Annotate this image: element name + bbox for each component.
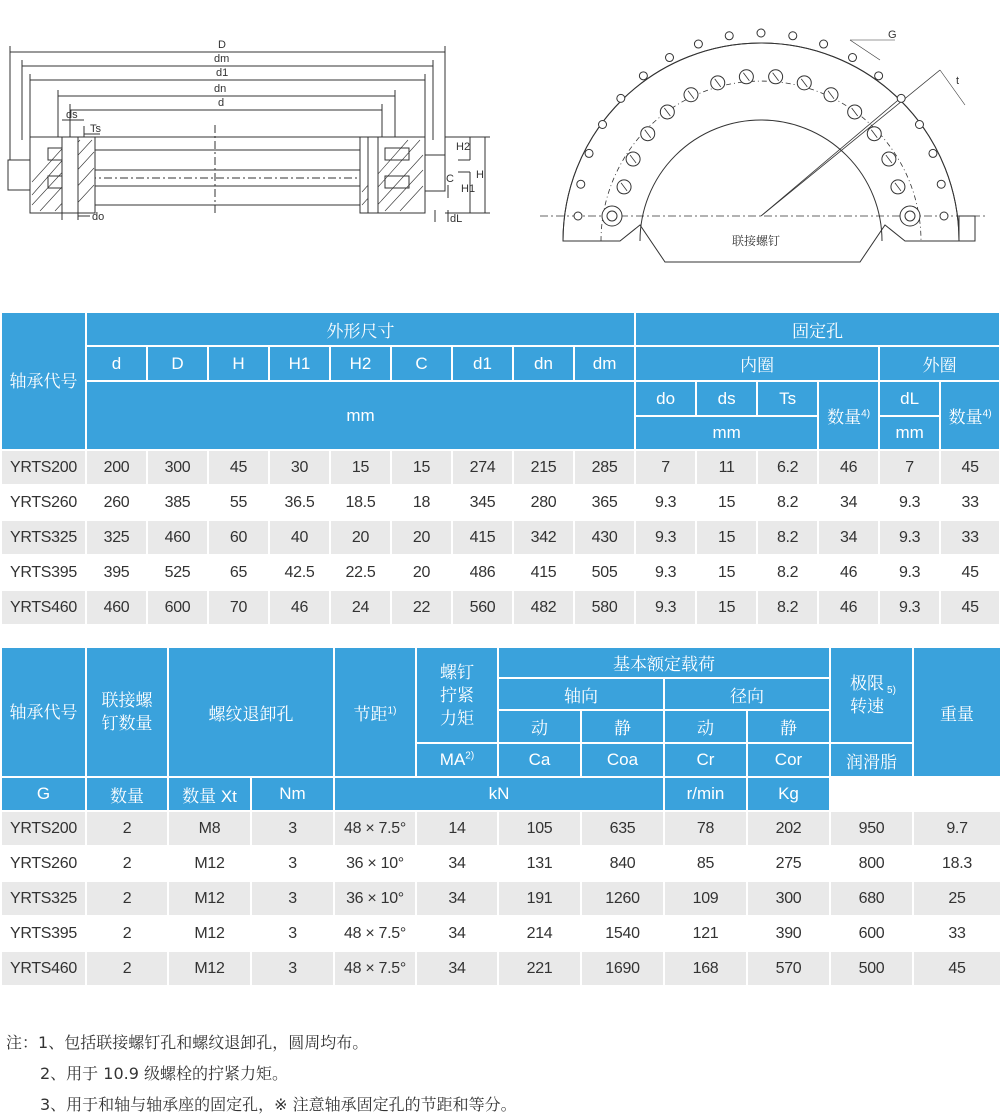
load-rating-table (0, 646, 1000, 987)
header-inner-ring: 内圈 (635, 346, 879, 381)
table-cell: 950 (830, 811, 913, 846)
header-dL: dL (879, 381, 940, 416)
outer-hole (897, 94, 905, 102)
header-ma: MA$^{2)}$ (416, 743, 498, 777)
table-cell: 635 (581, 811, 664, 846)
cell-model: YRTS260 (1, 485, 86, 520)
table-cell: 221 (498, 951, 581, 986)
table-cell: 570 (747, 951, 830, 986)
table-cell: 45 (940, 590, 1000, 625)
header-unit-nm: Nm (251, 777, 334, 811)
table-cell: 33 (913, 916, 1000, 951)
cell-model: YRTS395 (1, 555, 86, 590)
header-weight: 重量 (913, 647, 1000, 777)
table-cell: 275 (747, 846, 830, 881)
table-cell: 46 (818, 450, 879, 485)
outer-hole (639, 72, 647, 80)
header-grease: 润滑脂 (830, 743, 913, 777)
table-cell: 415 (452, 520, 513, 555)
table-cell: 1540 (581, 916, 664, 951)
table-cell: 14 (416, 811, 498, 846)
label-D: D (218, 39, 226, 51)
table-cell: 3 (251, 916, 334, 951)
table-cell: 48 × 7.5° (334, 951, 416, 986)
table-cell: M12 (168, 846, 251, 881)
table-cell: 15 (696, 555, 757, 590)
table-cell: 525 (147, 555, 208, 590)
table-cell: 34 (416, 951, 498, 986)
table-cell: 15 (696, 590, 757, 625)
table-cell: 202 (747, 811, 830, 846)
outer-hole (585, 149, 593, 157)
table-cell: 18.3 (913, 846, 1000, 881)
note-3: 3、用于和轴与轴承座的固定孔，※ 注意轴承固定孔的节距和等分。 (40, 1095, 517, 1114)
cell-model: YRTS325 (1, 520, 86, 555)
table-cell: 3 (251, 951, 334, 986)
header-d: d (86, 346, 147, 381)
table-cell: 15 (696, 485, 757, 520)
header-ca: Ca (498, 743, 581, 777)
table-cell: 168 (664, 951, 747, 986)
cell-model: YRTS260 (1, 846, 86, 881)
table-cell: 34 (818, 520, 879, 555)
table-cell: 8.2 (757, 485, 818, 520)
outer-hole (915, 121, 923, 129)
bolt-hole-left (602, 206, 622, 226)
table-cell: 3 (251, 811, 334, 846)
footnotes (6, 1027, 517, 1120)
table-cell: 385 (147, 485, 208, 520)
table-cell: 8.2 (757, 555, 818, 590)
label-t: t (956, 75, 960, 87)
label-H2: H2 (456, 141, 471, 153)
table-row (1, 520, 1000, 555)
header-dm: dm (574, 346, 635, 381)
table-cell: 121 (664, 916, 747, 951)
table-cell: 46 (818, 555, 879, 590)
table-cell: 460 (86, 590, 147, 625)
label-dm: dm (214, 53, 230, 65)
table-cell: 9.3 (635, 520, 696, 555)
header-model: 轴承代号 (1, 647, 86, 777)
table-cell: 300 (747, 881, 830, 916)
header-d1: d1 (452, 346, 513, 381)
header-coa: Coa (581, 743, 664, 777)
cell-model: YRTS200 (1, 450, 86, 485)
table-cell: 34 (416, 846, 498, 881)
header-cor: Cor (747, 743, 830, 777)
header-inner-qty: 数量$^{4)}$ (818, 381, 879, 450)
table-cell: 1690 (581, 951, 664, 986)
note-2: 2、用于 10.9 级螺栓的拧紧力矩。 (40, 1064, 288, 1083)
table-cell: 18.5 (330, 485, 391, 520)
table-cell: 22 (391, 590, 452, 625)
table-cell: 45 (208, 450, 269, 485)
header-dn: dn (513, 346, 574, 381)
table-cell: 840 (581, 846, 664, 881)
header-speed-limit: 极限转速$^{5)}$ (830, 647, 913, 743)
header-axial: 轴向 (498, 678, 664, 710)
table-cell: 9.3 (879, 590, 940, 625)
outer-hole (666, 54, 674, 62)
table-cell: 390 (747, 916, 830, 951)
table-cell: 274 (452, 450, 513, 485)
outer-hole (725, 32, 733, 40)
header-inner-unit-mm: mm (635, 416, 818, 450)
outer-hole (574, 212, 582, 220)
table-cell: 131 (498, 846, 581, 881)
table-cell: 3 (251, 881, 334, 916)
outer-hole (820, 40, 828, 48)
label-H1: H1 (461, 183, 476, 195)
table-row (1, 811, 1000, 846)
cell-model: YRTS460 (1, 590, 86, 625)
table-cell: 11 (696, 450, 757, 485)
outer-hole (937, 180, 945, 188)
table-cell: 34 (416, 916, 498, 951)
header-unit-kg: Kg (747, 777, 830, 811)
front-view-drawing (540, 29, 985, 262)
table-cell: 214 (498, 916, 581, 951)
bearing-section-left (8, 137, 95, 213)
header-bolt-count: 联接螺钉数量 (86, 647, 168, 777)
note-prefix: 注： (6, 1033, 39, 1052)
header-cr: Cr (664, 743, 747, 777)
header-torque: 螺钉拧紧力矩 (416, 647, 498, 743)
header-H1: H1 (269, 346, 330, 381)
outer-hole (599, 121, 607, 129)
header-basic-load: 基本额定载荷 (498, 647, 830, 678)
label-dL: dL (450, 213, 463, 225)
label-C: C (446, 173, 454, 185)
table-cell: 8.2 (757, 590, 818, 625)
outer-hole (757, 29, 765, 37)
table-cell: 109 (664, 881, 747, 916)
table-cell: 78 (664, 811, 747, 846)
technical-drawings (0, 0, 1000, 300)
header-radial-dynamic: 动 (664, 710, 747, 743)
header-radial: 径向 (664, 678, 830, 710)
header-unit-kn: kN (334, 777, 664, 811)
inner-ring-holes (617, 70, 905, 194)
table-cell: 8.2 (757, 520, 818, 555)
table-cell: 48 × 7.5° (334, 811, 416, 846)
table-cell: 45 (913, 951, 1000, 986)
label-ds: ds (66, 109, 78, 121)
table-cell: 9.3 (635, 590, 696, 625)
outer-hole (849, 54, 857, 62)
table-cell: M12 (168, 881, 251, 916)
table-row (1, 450, 1000, 485)
header-Ts: Ts (757, 381, 818, 416)
table-cell: 33 (940, 520, 1000, 555)
table-cell: 460 (147, 520, 208, 555)
table-row (1, 485, 1000, 520)
table-cell: 505 (574, 555, 635, 590)
table-cell: 285 (574, 450, 635, 485)
header-unit-rmin: r/min (664, 777, 747, 811)
bolt-hole-right (900, 206, 920, 226)
table-cell: 15 (330, 450, 391, 485)
outer-hole (617, 94, 625, 102)
table-cell: 15 (696, 520, 757, 555)
table-cell: 6.2 (757, 450, 818, 485)
table-cell: M8 (168, 811, 251, 846)
table-cell: 580 (574, 590, 635, 625)
table-cell: 45 (940, 555, 1000, 590)
note-1: 注：1、包括联接螺钉孔和螺纹退卸孔，圆周均布。 (6, 1033, 369, 1052)
label-Ts: Ts (90, 123, 101, 135)
table-cell: 20 (330, 520, 391, 555)
table-row (1, 846, 1000, 881)
table-cell: 18 (391, 485, 452, 520)
table-cell: 191 (498, 881, 581, 916)
table-cell: M12 (168, 951, 251, 986)
label-d1: d1 (216, 67, 229, 79)
table-cell: 46 (818, 590, 879, 625)
bearing-section-right (360, 137, 445, 213)
table-cell: 65 (208, 555, 269, 590)
header-outer-ring: 外圈 (879, 346, 1000, 381)
table-row (1, 881, 1000, 916)
table-cell: 20 (391, 520, 452, 555)
table-cell: 55 (208, 485, 269, 520)
table-row (1, 916, 1000, 951)
outer-hole (577, 180, 585, 188)
table-cell: 365 (574, 485, 635, 520)
table-cell: 36 × 10° (334, 846, 416, 881)
table-cell: 2 (86, 846, 168, 881)
table-cell: 2 (86, 951, 168, 986)
header-outer-qty: 数量$^{4)}$ (940, 381, 1000, 450)
table-cell: 60 (208, 520, 269, 555)
table-cell: 280 (513, 485, 574, 520)
label-d: d (218, 97, 225, 109)
table-cell: 1260 (581, 881, 664, 916)
table-cell: 680 (830, 881, 913, 916)
header-do: do (635, 381, 696, 416)
table-cell: 342 (513, 520, 574, 555)
table-cell: 42.5 (269, 555, 330, 590)
table-cell: 260 (86, 485, 147, 520)
table-cell: 7 (635, 450, 696, 485)
table-cell: 36 × 10° (334, 881, 416, 916)
table-cell: 3 (251, 846, 334, 881)
header-H: H (208, 346, 269, 381)
outer-hole (789, 32, 797, 40)
header-unit-mm: mm (86, 381, 635, 450)
table-cell: 300 (147, 450, 208, 485)
dimension-table (0, 311, 1000, 626)
table-cell: 22.5 (330, 555, 391, 590)
table-row (1, 951, 1000, 986)
table-cell: 48 × 7.5° (334, 916, 416, 951)
header-axial-static: 静 (581, 710, 664, 743)
label-dn: dn (214, 83, 227, 95)
table-cell: 600 (147, 590, 208, 625)
header-radial-static: 静 (747, 710, 830, 743)
cell-model: YRTS460 (1, 951, 86, 986)
header-outer-dims: 外形尺寸 (86, 312, 635, 346)
outer-hole (929, 149, 937, 157)
table-cell: 15 (391, 450, 452, 485)
table-cell: 215 (513, 450, 574, 485)
cell-model: YRTS395 (1, 916, 86, 951)
header-pitch-qty: 数量 Xt (168, 777, 251, 811)
table-cell: 70 (208, 590, 269, 625)
table-cell: 25 (913, 881, 1000, 916)
header-D: D (147, 346, 208, 381)
table-cell: 430 (574, 520, 635, 555)
header-axial-dynamic: 动 (498, 710, 581, 743)
outer-hole (694, 40, 702, 48)
table-cell: 45 (940, 450, 1000, 485)
table-row (1, 590, 1000, 625)
table-cell: 105 (498, 811, 581, 846)
table-cell: 9.3 (879, 485, 940, 520)
header-pitch: 节距$^{1)}$ (334, 647, 416, 777)
header-model: 轴承代号 (1, 312, 86, 450)
table-cell: 33 (940, 485, 1000, 520)
outer-ring-holes (574, 29, 948, 220)
cell-model: YRTS200 (1, 811, 86, 846)
header-thread-hole: 螺纹退卸孔 (168, 647, 334, 777)
table-cell: 7 (879, 450, 940, 485)
header-outer-unit-mm: mm (879, 416, 940, 450)
header-ds: ds (696, 381, 757, 416)
table-cell: 500 (830, 951, 913, 986)
outer-hole (875, 72, 883, 80)
label-G: G (888, 29, 897, 41)
table-cell: 40 (269, 520, 330, 555)
table-cell: 36.5 (269, 485, 330, 520)
table-cell: 20 (391, 555, 452, 590)
table-cell: 395 (86, 555, 147, 590)
table-cell: 9.3 (879, 555, 940, 590)
table-cell: 415 (513, 555, 574, 590)
header-thread-qty: 数量 (86, 777, 168, 811)
label-do: do (92, 211, 105, 223)
table-cell: 486 (452, 555, 513, 590)
table-cell: 9.3 (635, 485, 696, 520)
table-cell: 9.7 (913, 811, 1000, 846)
cell-model: YRTS325 (1, 881, 86, 916)
table-cell: 325 (86, 520, 147, 555)
header-C: C (391, 346, 452, 381)
table-cell: 34 (818, 485, 879, 520)
table-cell: 46 (269, 590, 330, 625)
table-cell: 24 (330, 590, 391, 625)
table-cell: 482 (513, 590, 574, 625)
header-g: G (1, 777, 86, 811)
table-cell: 2 (86, 881, 168, 916)
label-H: H (476, 169, 484, 181)
table-cell: 2 (86, 811, 168, 846)
table-cell: 600 (830, 916, 913, 951)
table-cell: 85 (664, 846, 747, 881)
table-row (1, 555, 1000, 590)
outer-hole (940, 212, 948, 220)
header-H2: H2 (330, 346, 391, 381)
table-cell: 200 (86, 450, 147, 485)
table-cell: 34 (416, 881, 498, 916)
label-bolt: 联接螺钉 (732, 234, 781, 248)
table-cell: 2 (86, 916, 168, 951)
table-cell: 9.3 (635, 555, 696, 590)
header-fixing-holes: 固定孔 (635, 312, 1000, 346)
table-cell: 800 (830, 846, 913, 881)
table-cell: 9.3 (879, 520, 940, 555)
table-cell: 30 (269, 450, 330, 485)
table-cell: 345 (452, 485, 513, 520)
table-cell: M12 (168, 916, 251, 951)
table-cell: 560 (452, 590, 513, 625)
